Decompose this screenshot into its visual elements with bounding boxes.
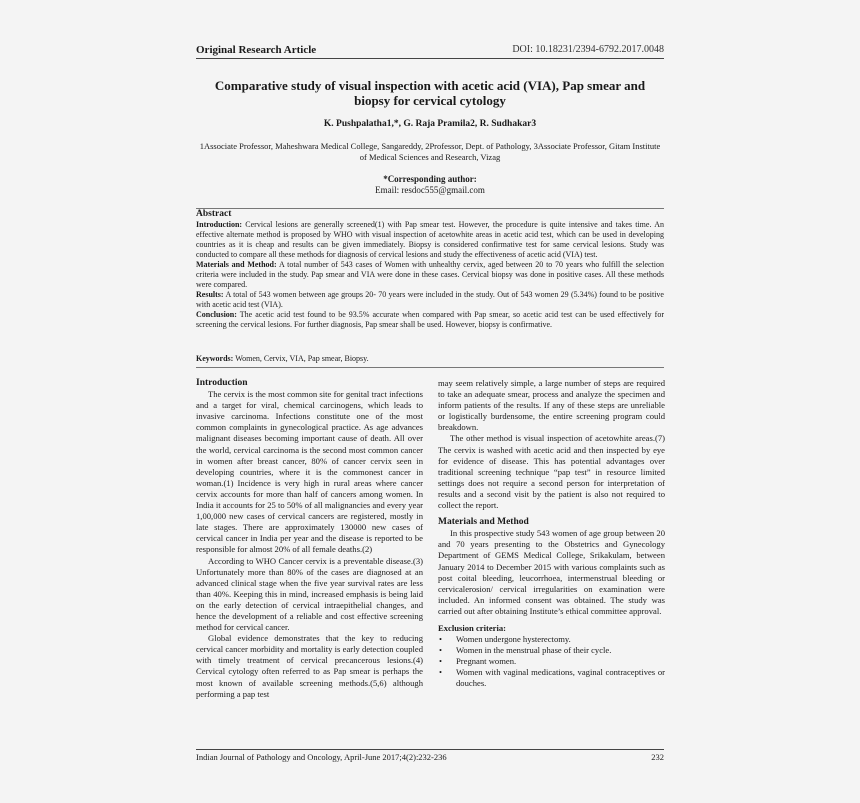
corresponding-email: Email: resdoc555@gmail.com	[375, 185, 485, 195]
abstract-conclusion-label: Conclusion:	[196, 310, 237, 319]
abstract-methods	[196, 260, 664, 290]
abstract-intro-label: Introduction:	[196, 220, 243, 229]
abstract	[196, 209, 664, 330]
intro-paragraph-3: Global evidence demonstrates that the key to reducing cervical cancer morbidity and mortality is early detection coupled with timely treatment of cervical precancerous lesions.(4) Cervical cytology often referred to as Pap smear is perhaps the most known of available screening methods.(5,6) although performing a pap test	[196, 633, 423, 699]
abstract-methods-label: Materials and Method:	[196, 260, 277, 269]
corresponding-label: *Corresponding author:	[383, 174, 477, 184]
left-column	[196, 378, 423, 700]
keywords-rule	[196, 367, 664, 368]
paper-title: Comparative study of visual inspection with acetic acid (VIA), Pap smear and biopsy for cervical cytology	[214, 78, 646, 108]
doi: DOI: 10.18231/2394-6792.2017.0048	[512, 44, 664, 55]
methods-heading: Materials and Method	[438, 517, 529, 528]
exclusion-heading: Exclusion criteria:	[438, 622, 507, 633]
methods-paragraph: In this prospective study 543 women of age group between 20 and 70 years presenting to the Obstetrics and Gynecology Department of GEMS Medical College, Srikakulam, between January 2014 to December 2015 with various complaints such as post coital bleeding, leucorrhoea, intermenstrual bleeding or cervicalerosion/ cervical irregularities on examination were included. An informed consent was obtained. The study was carried out after obtaining Institute’s ethical committee approval.	[438, 528, 665, 616]
abstract-intro-text: Cervical lesions are generally screened(1) with Pap smear test. However, the procedure is quite intensive and takes time. An effective alternate method is proposed by WHO with visual inspection of acetowhite areas in acetic acid test, which can be used in developing countries as it is cheap and results can be given immediately. Biopsy is considered confirmative test for same cervical lesions. Study was conducted to compare all these methods for diagnosis of cervical lesions and study the effectiveness of acetic acid (VIA) test.	[196, 220, 664, 259]
abstract-results-label: Results:	[196, 290, 224, 299]
introduction-heading: Introduction	[196, 378, 248, 388]
abstract-methods-text: A total number of 543 cases of Women with unhealthy cervix, aged between 20 to 70 years who fulfill the selection criteria were included in the study. Pap smear and VIA were done in these cases. Cervical biopsy was done in positive cases. All these methods were compared.	[196, 260, 665, 289]
page-number: 232	[651, 752, 664, 762]
intro-paragraph-1: The cervix is the most common site for genital tract infections and a target for viral, chemical carcinogens, which leads to invasive carcinoma. Infections constitute one of the most common complaints in gynecological practice. As age advances malignant diseases becoming important cause of death. All over the world, cervical carcinoma is the second most common cancer in women after breast cancer, 80% of cancer cervix seen in developing countries, where it is the commonest cancer in woman.(1) Incidence is very high in rural areas where cancer cervix accounts for more than half of cancers among women. In India it accounts for 25 to 50% of all malignancies and every year 1,00,000 new cases of cervical cancers are registered, mostly in late stages. There are approximately 130000 new cases of cervical cancer in India per year and the disease is reported to be responsible for almost 20% of all female deaths.(2)	[196, 389, 423, 555]
keywords-text: Women, Cervix, VIA, Pap smear, Biopsy.	[235, 354, 369, 363]
journal-citation: Indian Journal of Pathology and Oncology, April-June 2017;4(2):232-236	[196, 752, 447, 762]
abstract-conclusion-text: The acetic acid test found to be 93.5% accurate when compared with Pap smear, so acetic acid test can be used effectively for screening the cervical lesions. For further diagnosis, Pap smear shall be used. However, biopsy is confirmative.	[196, 310, 665, 329]
list-item: • Women in the menstrual phase of their cycle.	[438, 645, 665, 656]
footer-rule	[196, 749, 664, 750]
keywords-label: Keywords:	[196, 354, 234, 363]
right-column	[438, 378, 665, 690]
list-item: • Pregnant women.	[438, 656, 665, 667]
abstract-introduction	[196, 220, 664, 260]
abstract-results	[196, 290, 664, 310]
keywords	[196, 354, 664, 363]
abstract-heading: Abstract	[196, 209, 232, 219]
header-rule	[196, 58, 664, 59]
exclusion-list	[438, 634, 665, 689]
intro-paragraph-4: may seem relatively simple, a large number of steps are required to take an adequate smear, process and analyze the specimen and inform patients of the results. If any of these steps are unreliable or logistically burdensome, the entire screening program could breakdown.	[438, 378, 665, 433]
abstract-conclusion	[196, 310, 664, 330]
corresponding-author	[196, 174, 664, 196]
authors: K. Pushpalatha1,*, G. Raja Pramila2, R. Sudhakar3	[323, 119, 537, 129]
intro-paragraph-2: According to WHO Cancer cervix is a preventable disease.(3) Unfortunately more than 80% of the cases are diagnosed at an advanced clinical stage when the five year survival rates are less than 40%. Keeping this in mind, increased emphasis is being laid on the early detection of cervical intraepithelial changes, and hence the development of a reliable and cost effective screening method for cervical cancer.	[196, 555, 423, 633]
article-type: Original Research Article	[196, 44, 317, 56]
affiliations: 1Associate Professor, Maheshwara Medical College, Sangareddy, 2Professor, Dept. of Pathology, 3Associate Professor, Gitam Institute of Medical Sciences and Research, Vizag	[199, 141, 661, 162]
list-item: • Women with vaginal medications, vaginal contraceptives or douches.	[438, 667, 665, 689]
intro-paragraph-5: The other method is visual inspection of acetowhite areas.(7) The cervix is washed with acetic acid and then inspected by eye for evidence of disease. This has potential advantages over traditional screening technique “pap test” in resource limited settings does not require a second person for interpretation of results and a second visit by the patient is also not required to collect the report.	[438, 433, 665, 511]
list-item: • Women undergone hysterectomy.	[438, 634, 665, 645]
abstract-results-text: A total of 543 women between age groups 20- 70 years were included in the study. Out of 543 women 29 (5.34%) found to be positive with acetic acid test (VIA).	[196, 290, 664, 309]
